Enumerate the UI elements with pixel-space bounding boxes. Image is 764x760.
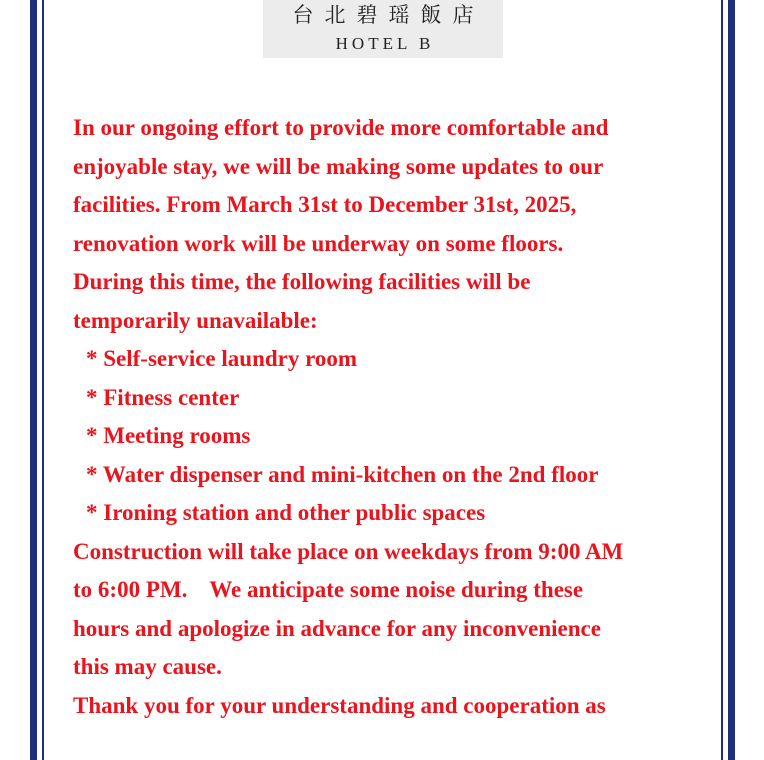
facility-list-item: * Meeting rooms (86, 423, 251, 448)
facility-list-item: * Water dispenser and mini-kitchen on the 2nd floor (86, 461, 599, 487)
construction-line: this may cause. (73, 654, 222, 679)
intro-line: temporarily unavailable: (73, 307, 318, 333)
construction-line: hours and apologize in advance for any inconvenience (73, 615, 601, 641)
hotel-name-chinese: 台北碧瑶飯店 (292, 3, 485, 27)
facility-list-item: * Self-service laundry room (86, 346, 358, 371)
facility-list-item: * Fitness center (86, 384, 240, 410)
notice-body (73, 109, 713, 725)
facility-list-item: * Ironing station and other public spaces (86, 500, 486, 525)
construction-hours-end: to 6:00 PM. (73, 577, 188, 602)
intro-line: In our ongoing effort to provide more comfortable and (73, 115, 609, 140)
hotel-name-english: HOTEL B (335, 34, 435, 53)
hotel-logo (263, 0, 503, 58)
intro-line: facilities. From March 31st to December 31st, 2025, (73, 192, 577, 217)
construction-line: Construction will take place on weekdays from 9:00 AM (73, 538, 624, 564)
noise-notice: We anticipate some noise during these (209, 577, 584, 602)
intro-line: During this time, the following facilities will be (73, 269, 531, 294)
intro-line: renovation work will be underway on some floors. (73, 230, 564, 256)
construction-line (73, 571, 713, 610)
closing-line: Thank you for your understanding and cooperation as (73, 692, 606, 718)
intro-line: enjoyable stay, we will be making some updates to our (73, 153, 604, 179)
